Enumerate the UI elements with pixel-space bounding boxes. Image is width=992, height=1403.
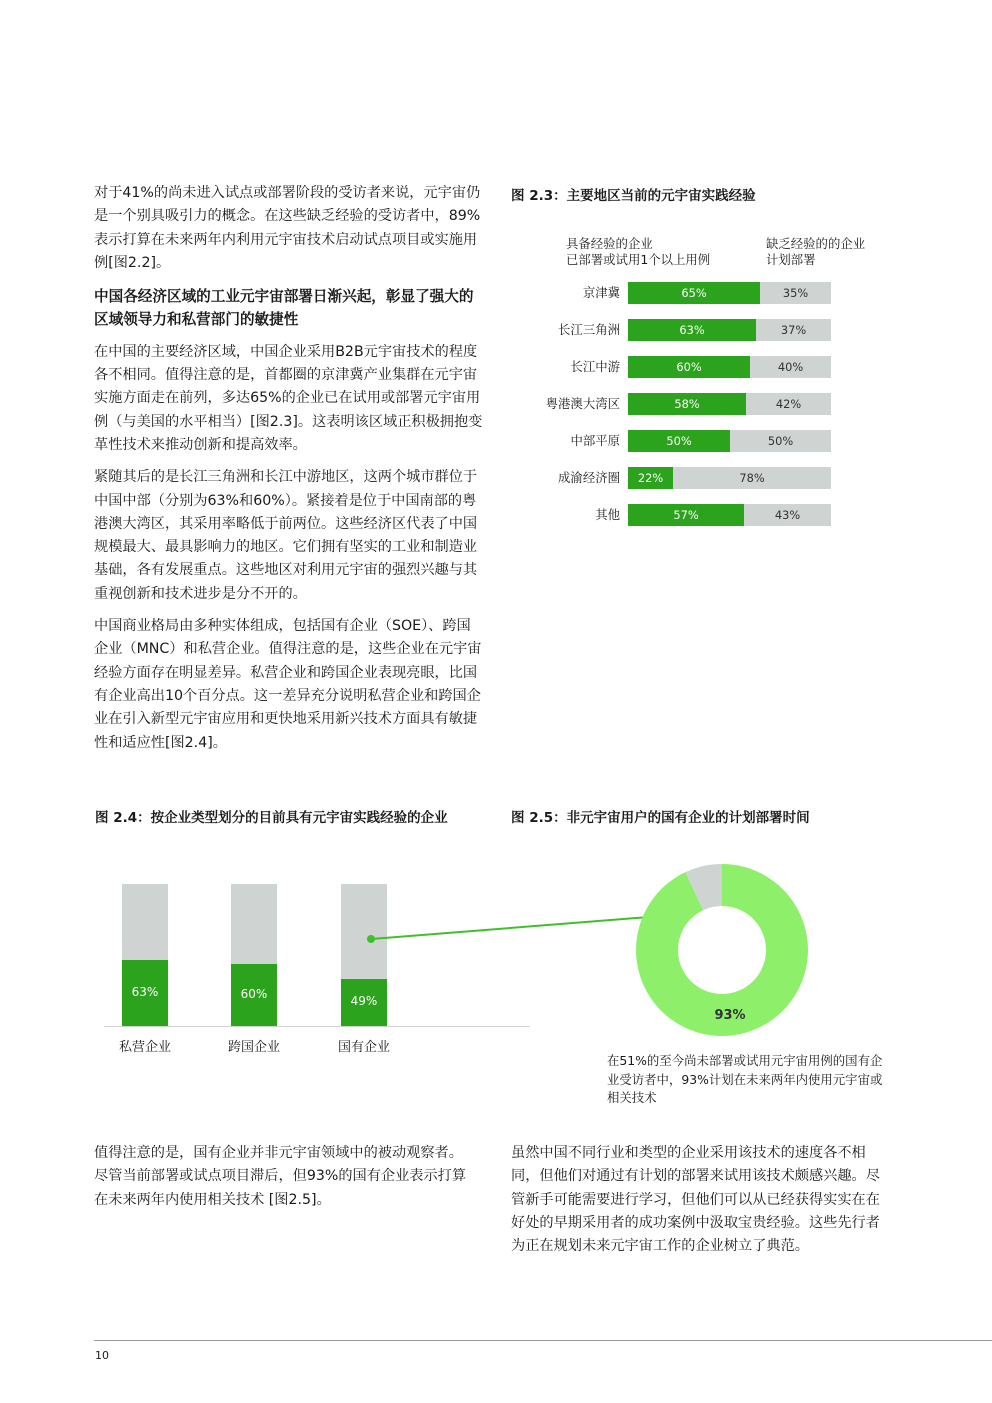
fig23-category-label: 中部平原 [570, 433, 620, 448]
paragraph-adoption: 虽然中国不同行业和类型的企业采用该技术的速度各不相同，但他们对通过有计划的部署来试用该技术颇感兴趣。尽管新手可能需要进行学习，但他们可以从已经获得实实在在好处的早期采用者的成功案例中汲取宝贵经验。这些先行者为正在规划未来元宇宙工作的企业树立了典范。 [511, 1145, 880, 1255]
paragraph-soe-note: 值得注意的是，国有企业并非元宇宙领域中的被动观察者。尽管当前部署或试点项目滞后，但93%的国有企业表示打算在未来两年内使用相关技术 [图2.5]。 [94, 1145, 467, 1208]
fig24-category-label: 跨国企业 [227, 1040, 280, 1055]
paragraph-regions: 在中国的主要经济区域，中国企业采用B2B元宇宙技术的程度各不相同。值得注意的是，首都圈的京津冀产业集群在元宇宙实施方面走在前列，多达65%的企业已在试用或部署元宇宙用例（与美国的水平相当）[图2.3]。这表明该区域正积极拥抱变革性技术来推动创新和提高效率。 [94, 343, 483, 453]
fig23-category-label: 京津冀 [582, 285, 620, 300]
fig23-category-label: 成渝经济圈 [558, 470, 620, 485]
fig24-column-experienced: 63% [122, 960, 168, 1026]
fig23-bar-experienced: 58% [628, 393, 746, 415]
section-heading: 中国各经济区域的工业元宇宙部署日渐兴起，彰显了强大的区域领导力和私营部门的敏捷性 [94, 288, 474, 329]
fig23-bar-experienced: 65% [628, 282, 760, 304]
fig23-bar-experienced: 50% [628, 430, 730, 452]
legend-inexperienced-line1: 缺乏经验的的企业 [766, 236, 866, 251]
fig23-bar-inexperienced: 78% [673, 467, 831, 489]
fig24-column-remainder [122, 884, 168, 960]
fig23-category-label: 长江中游 [570, 359, 620, 374]
fig23-bar-inexperienced: 50% [730, 430, 831, 452]
fig23-category-label: 粤港澳大湾区 [545, 396, 620, 411]
fig23-bar-experienced: 60% [628, 356, 750, 378]
paragraph-business-landscape: 中国商业格局由多种实体组成，包括国有企业（SOE）、跨国企业（MNC）和私营企业。值得注意的是，这些企业在元宇宙经验方面存在明显差异。私营企业和跨国企业表现亮眼，比国有企业高出10个百分点。这一差异充分说明私营企业和跨国企业在引入新型元宇宙应用和更快地采用新兴技术方面具有敏捷性和适应性[图2.4]。 [94, 618, 482, 751]
fig23-row [500, 504, 840, 526]
fig23-row [500, 282, 840, 304]
fig23-bar-inexperienced: 37% [756, 319, 831, 341]
fig25-caption: 在51%的至今尚未部署或试用元宇宙用例的国有企业受访者中，93%计划在未来两年内使用元宇宙或相关技术 [607, 1053, 883, 1105]
fig23-legend-experienced [566, 236, 746, 268]
fig25-title: 图 2.5：非元宇宙用户的国有企业的计划部署时间 [511, 810, 810, 826]
connector-line [371, 916, 662, 939]
left-column [94, 182, 484, 755]
fig23-category-label: 其他 [595, 507, 620, 522]
fig23-row [500, 467, 840, 489]
fig25-donut [636, 864, 808, 1036]
fig24-baseline [104, 1026, 530, 1027]
page-number: 10 [95, 1349, 109, 1362]
fig24-column-experienced: 60% [231, 964, 277, 1026]
fig23-row [500, 356, 840, 378]
fig23-bar-experienced: 57% [628, 504, 744, 526]
fig23-row [500, 319, 840, 341]
legend-experienced-line2: 已部署或试用1个以上用例 [566, 252, 711, 267]
fig23-bar-inexperienced: 43% [744, 504, 831, 526]
connector-arrow [360, 900, 680, 950]
fig24-category-label: 国有企业 [337, 1040, 390, 1055]
legend-experienced-line1: 具备经验的企业 [566, 236, 653, 251]
fig24-column-remainder [231, 884, 277, 964]
fig23-category-label: 长江三角洲 [558, 322, 620, 337]
fig23-row [500, 430, 840, 452]
footer-rule [94, 1340, 992, 1341]
fig23-bar-inexperienced: 42% [746, 393, 831, 415]
donut-value-label: 93% [714, 1008, 746, 1023]
paragraph-intro: 对于41%的尚未进入试点或部署阶段的受访者来说，元宇宙仍是一个别具吸引力的概念。在这些缺乏经验的受访者中，89%表示打算在未来两年内利用元宇宙技术启动试点项目或实施用例[图2.2]。 [94, 185, 481, 271]
fig24-category-label: 私营企业 [118, 1040, 171, 1055]
fig23-row [500, 393, 840, 415]
fig23-bar-experienced: 22% [628, 467, 673, 489]
fig24-column-experienced: 49% [341, 979, 387, 1026]
legend-inexperienced-line2: 计划部署 [766, 252, 816, 267]
fig23-bar-inexperienced: 35% [760, 282, 831, 304]
paragraph-yangtze: 紧随其后的是长江三角洲和长江中游地区，这两个城市群位于中国中部（分别为63%和60%）。紧接着是位于中国南部的粤港澳大湾区，其采用率略低于前两位。这些经济区代表了中国规模最大、最具影响力的地区。它们拥有坚实的工业和制造业基础，各有发展重点。这些地区对利用元宇宙的强烈兴趣与其重视创新和技术进步是分不开的。 [94, 469, 478, 602]
fig23-title: 图 2.3：主要地区当前的元宇宙实践经验 [511, 188, 756, 204]
fig23-bar-inexperienced: 40% [750, 356, 831, 378]
fig24-title: 图 2.4：按企业类型划分的目前具有元宇宙实践经验的企业 [95, 810, 448, 826]
fig23-bar-experienced: 63% [628, 319, 756, 341]
fig23-legend-inexperienced [766, 236, 906, 268]
